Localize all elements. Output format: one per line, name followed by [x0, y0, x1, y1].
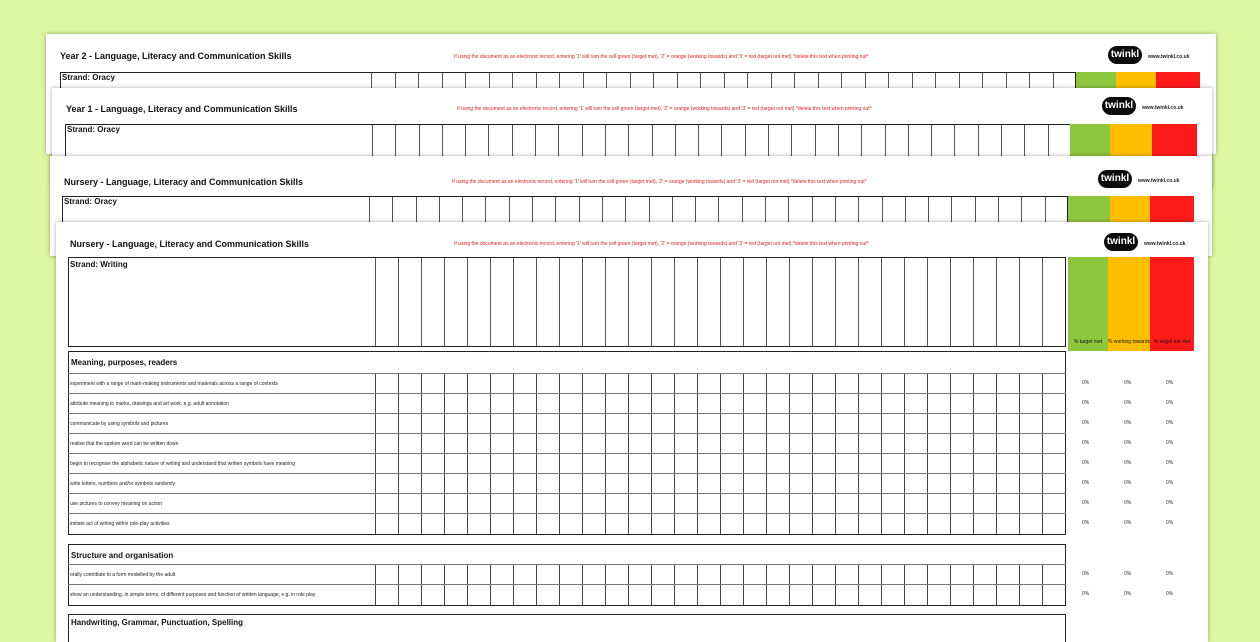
- row-label: imitate act of writing within role-play activities: [70, 521, 170, 527]
- site-url: www.twinkl.co.uk: [1138, 178, 1180, 184]
- legend-red-swatch: [1150, 257, 1194, 351]
- twinkl-logo: twinkl: [1104, 233, 1138, 251]
- percent-value: 0%: [1124, 380, 1132, 386]
- section-handwriting: [68, 614, 1066, 642]
- strand-box: [68, 257, 1066, 347]
- twinkl-logo: twinkl: [1102, 97, 1136, 115]
- row-label: attribute meaning to marks, drawings and art work, e.g. adult annotation: [70, 401, 229, 407]
- grid-column[interactable]: [651, 258, 674, 346]
- grid-column[interactable]: [582, 258, 605, 346]
- grid-column[interactable]: [789, 258, 812, 346]
- sheet-title: Year 2 - Language, Literacy and Communication Skills: [60, 51, 292, 61]
- grid-column[interactable]: [559, 258, 582, 346]
- sheet-title: Nursery - Language, Literacy and Communication Skills: [70, 239, 310, 249]
- column-grid: [375, 258, 1065, 346]
- grid-column[interactable]: [743, 258, 766, 346]
- grid-column[interactable]: [674, 258, 697, 346]
- grid-column[interactable]: [881, 258, 904, 346]
- percent-value: 0%: [1124, 400, 1132, 406]
- twinkl-logo: twinkl: [1108, 46, 1142, 64]
- instruction-note: If using the document as an electronic record, entering '1' will turn the cell green (target met), '2' = orange (working towards) and '3' = red (target not met) *delete this text when printing out*: [454, 54, 869, 60]
- percent-value: 0%: [1082, 440, 1090, 446]
- percent-value: 0%: [1166, 500, 1174, 506]
- percent-value: 0%: [1082, 520, 1090, 526]
- grid-column[interactable]: [996, 258, 1019, 346]
- grid-column[interactable]: [628, 258, 651, 346]
- strand-label: Strand: Oracy: [67, 125, 120, 134]
- site-url: www.twinkl.co.uk: [1148, 54, 1190, 60]
- grid-column[interactable]: [927, 258, 950, 346]
- grid-column[interactable]: [835, 258, 858, 346]
- table-row: [68, 473, 1066, 493]
- percent-value: 0%: [1124, 571, 1132, 577]
- percent-value: 0%: [1082, 380, 1090, 386]
- grid-column[interactable]: [444, 258, 467, 346]
- strand-label: Strand: Oracy: [64, 197, 117, 206]
- strand-label: Strand: Oracy: [62, 73, 115, 82]
- percent-value: 0%: [1082, 460, 1090, 466]
- grid-column[interactable]: [697, 258, 720, 346]
- grid-column[interactable]: [973, 258, 996, 346]
- percent-value: 0%: [1082, 500, 1090, 506]
- legend-green-swatch: [1068, 257, 1108, 351]
- grid-column[interactable]: [490, 258, 513, 346]
- section-heading: Structure and organisation: [71, 551, 174, 560]
- percent-value: 0%: [1166, 400, 1174, 406]
- worksheet-nursery-writing: [56, 222, 1208, 642]
- percent-value: 0%: [1166, 460, 1174, 466]
- percent-value: 0%: [1166, 591, 1174, 597]
- percent-value: 0%: [1082, 571, 1090, 577]
- grid-column[interactable]: [398, 258, 421, 346]
- strand-label: Strand: Writing: [70, 260, 128, 269]
- instruction-note: If using the document as an electronic record, entering '1' will turn the cell green (target met), '2' = orange (working towards) and '3' = red (target not met) *delete this text when printing out*: [457, 106, 872, 112]
- grid-column[interactable]: [812, 258, 835, 346]
- grid-column[interactable]: [950, 258, 973, 346]
- grid-column[interactable]: [720, 258, 743, 346]
- section-heading: Meaning, purposes, readers: [71, 358, 178, 367]
- grid-column[interactable]: [467, 258, 490, 346]
- row-label: begin to recognise the alphabetic nature of writing and understand that written symbols have meaning: [70, 461, 295, 467]
- twinkl-logo: twinkl: [1098, 170, 1132, 188]
- percent-value: 0%: [1082, 420, 1090, 426]
- row-label: show an understanding, in simple terms, of different purposes and function of written language, e.g. in role play: [70, 592, 316, 598]
- sheet-title: Nursery - Language, Literacy and Communication Skills: [64, 177, 304, 187]
- grid-column[interactable]: [858, 258, 881, 346]
- sheet-title: Year 1 - Language, Literacy and Communication Skills: [66, 104, 298, 114]
- grid-column[interactable]: [1019, 258, 1042, 346]
- percent-value: 0%: [1166, 380, 1174, 386]
- site-url: www.twinkl.co.uk: [1142, 105, 1184, 111]
- row-label: use pictures to convey meaning on action: [70, 501, 162, 507]
- grid-column[interactable]: [536, 258, 559, 346]
- grid-column[interactable]: [904, 258, 927, 346]
- percent-value: 0%: [1124, 480, 1132, 486]
- table-row: [68, 513, 1066, 533]
- legend-red-label: % target not met: [1153, 339, 1191, 345]
- percent-value: 0%: [1124, 520, 1132, 526]
- percent-value: 0%: [1124, 440, 1132, 446]
- instruction-note: If using the document as an electronic record, entering '1' will turn the cell green (target met), '2' = orange (working towards) and '3' = red (target not met) *delete this text when printing out*: [452, 179, 867, 185]
- legend-orange-swatch: [1108, 257, 1150, 351]
- instruction-note: If using the document as an electronic record, entering '1' will turn the cell green (target met), '2' = orange (working towards) and '3' = red (target not met) *delete this text when printing out*: [454, 241, 869, 247]
- table-row: [68, 564, 1066, 584]
- percent-value: 0%: [1124, 420, 1132, 426]
- grid-column[interactable]: [766, 258, 789, 346]
- table-row: [68, 433, 1066, 453]
- legend-orange-label: % working towards: [1108, 339, 1150, 345]
- legend-green-label: % target met: [1073, 339, 1103, 345]
- percent-value: 0%: [1166, 571, 1174, 577]
- row-label: orally contribute to a form modelled by the adult: [70, 572, 176, 578]
- percent-value: 0%: [1082, 591, 1090, 597]
- percent-value: 0%: [1166, 420, 1174, 426]
- row-label: experiment with a range of mark-making instruments and materials across a range of contexts: [70, 381, 278, 387]
- percent-value: 0%: [1166, 520, 1174, 526]
- percent-value: 0%: [1082, 400, 1090, 406]
- percent-value: 0%: [1124, 500, 1132, 506]
- table-row: [68, 453, 1066, 473]
- section-heading: Handwriting, Grammar, Punctuation, Spelling: [71, 618, 244, 627]
- percent-value: 0%: [1166, 440, 1174, 446]
- grid-column[interactable]: [375, 258, 398, 346]
- row-label: communicate by using symbols and pictures: [70, 421, 169, 427]
- grid-column[interactable]: [1042, 258, 1065, 346]
- table-row: [68, 393, 1066, 413]
- row-label: realise that the spoken word can be written down: [70, 441, 179, 447]
- percent-value: 0%: [1166, 480, 1174, 486]
- grid-column[interactable]: [513, 258, 536, 346]
- table-row: [68, 584, 1066, 604]
- grid-column[interactable]: [421, 258, 444, 346]
- percent-value: 0%: [1082, 480, 1090, 486]
- grid-column[interactable]: [605, 258, 628, 346]
- site-url: www.twinkl.co.uk: [1144, 241, 1186, 247]
- percent-value: 0%: [1124, 460, 1132, 466]
- table-row: [68, 493, 1066, 513]
- table-row: [68, 413, 1066, 433]
- percent-value: 0%: [1124, 591, 1132, 597]
- table-row: [68, 373, 1066, 393]
- row-label: write letters, numbers and/or symbols randomly: [70, 481, 176, 487]
